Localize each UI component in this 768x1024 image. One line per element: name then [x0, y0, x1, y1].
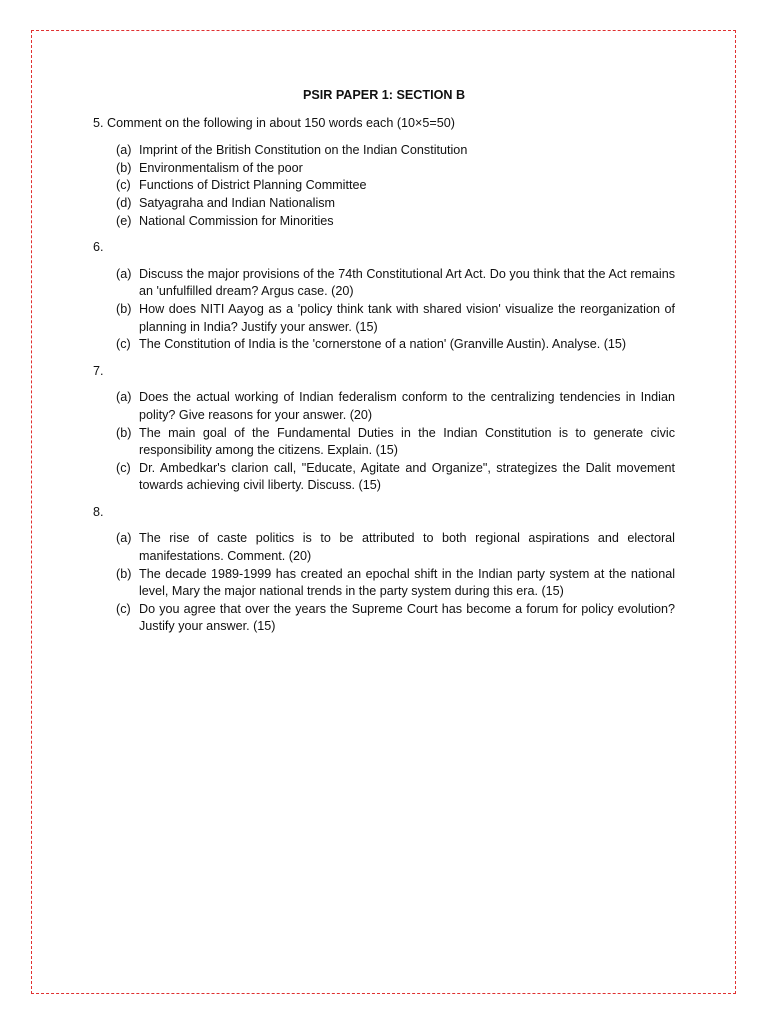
sub-question: [93, 195, 675, 213]
page-title: PSIR PAPER 1: SECTION B: [302, 88, 466, 102]
sub-question-text: The decade 1989-1999 has created an epochal shift in the Indian party system at the national level, Mary the major national trends in the party system during this era. (15): [139, 566, 675, 599]
sub-question: [93, 389, 675, 424]
sub-question-list: [93, 266, 675, 354]
sub-question: [93, 336, 675, 354]
sub-question-label: (b): [116, 160, 132, 175]
sub-question-label: (a): [116, 266, 132, 281]
sub-question-text: Environmentalism of the poor: [139, 160, 303, 175]
sub-question-text: Functions of District Planning Committee: [139, 178, 367, 193]
sub-question-label: (e): [116, 213, 132, 228]
sub-question-label: (c): [116, 337, 131, 352]
sub-question: [93, 142, 675, 160]
sub-question-label: (c): [116, 601, 131, 616]
sub-question-list: [93, 142, 675, 230]
question-number: 7.: [93, 363, 104, 378]
sub-question-label: (d): [116, 195, 132, 210]
sub-question: [93, 425, 675, 460]
sub-question-label: (a): [116, 531, 132, 546]
sub-question: [93, 160, 675, 178]
sub-question-text: The rise of caste politics is to be attributed to both regional aspirations and electoral manifestations. Comment. (20): [139, 531, 675, 564]
sub-question-label: (c): [116, 460, 131, 475]
sub-question: [93, 213, 675, 231]
question-number: 8.: [93, 504, 104, 519]
document-body: [93, 87, 675, 645]
sub-question-text: Does the actual working of Indian federalism conform to the centralizing tendencies in Indian polity? Give reasons for your answer. (20): [139, 390, 675, 422]
sub-question-list: [93, 530, 675, 636]
sub-question-label: (b): [116, 566, 132, 581]
sub-question-label: (a): [116, 390, 132, 405]
question-5: [93, 115, 675, 231]
question-number: 6.: [93, 240, 104, 255]
sub-question-label: (b): [116, 301, 132, 316]
sub-question: [93, 266, 675, 301]
sub-question: [93, 177, 675, 195]
question-8: [93, 504, 675, 636]
sub-question-label: (c): [116, 178, 131, 193]
sub-question: [93, 301, 675, 336]
sub-question-label: (b): [116, 425, 132, 440]
sub-question-text: Dr. Ambedkar's clarion call, "Educate, Agitate and Organize", strategizes the Dalit movement towards achieving civil liberty. Discuss. (15): [139, 460, 675, 493]
sub-question: [93, 460, 675, 495]
sub-question-text: Imprint of the British Constitution on the Indian Constitution: [139, 143, 468, 158]
sub-question-text: Satyagraha and Indian Nationalism: [139, 195, 336, 210]
sub-question-text: Discuss the major provisions of the 74th Constitutional Art Act. Do you think that the Act remains an 'unfulfilled dream? Argus case. (20): [139, 266, 675, 299]
sub-question-text: How does NITI Aayog as a 'policy think tank with shared vision' visualize the reorganization of planning in India? Justify your answer. (15): [139, 301, 675, 334]
sub-question-text: The Constitution of India is the 'cornerstone of a nation' (Granville Austin). Analyse. (15): [139, 337, 627, 352]
question-heading: 5. Comment on the following in about 150 words each (10×5=50): [93, 115, 455, 130]
sub-question: [93, 601, 675, 636]
sub-question-label: (a): [116, 143, 132, 158]
sub-question: [93, 566, 675, 601]
sub-question: [93, 530, 675, 565]
sub-question-text: National Commission for Minorities: [139, 213, 334, 228]
sub-question-list: [93, 389, 675, 495]
sub-question-text: Do you agree that over the years the Supreme Court has become a forum for policy evolution? Justify your answer. (15): [139, 601, 675, 634]
sub-question-text: The main goal of the Fundamental Duties in the Indian Constitution is to generate civic responsibility among the citizens. Explain. (15): [139, 425, 675, 458]
question-7: [93, 363, 675, 495]
question-6: [93, 239, 675, 354]
